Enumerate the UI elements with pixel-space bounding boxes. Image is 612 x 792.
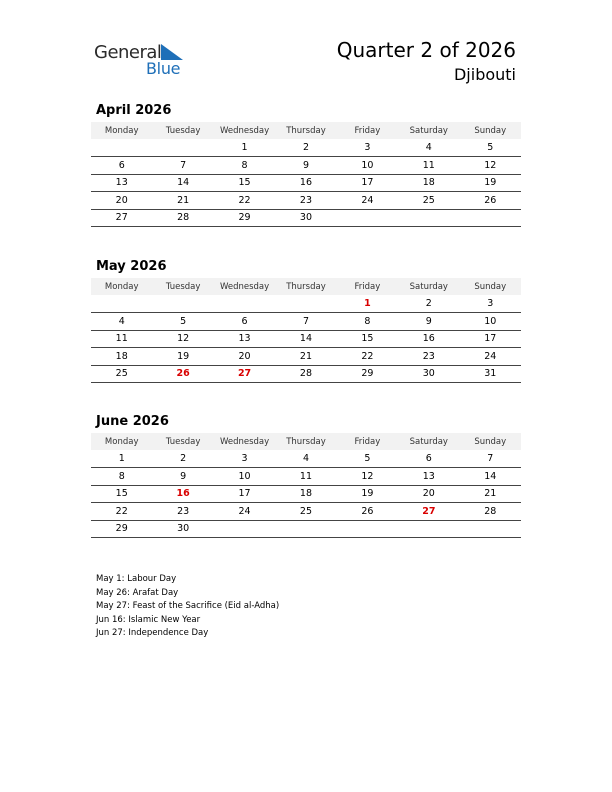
week-row [91,209,521,227]
month-calendar-june [91,413,521,538]
day-cell: 12 [152,330,213,348]
day-cell: 14 [152,174,213,192]
month-title: May 2026 [96,259,167,274]
day-cell: 15 [214,174,275,192]
week-row [91,157,521,175]
day-cell: 23 [152,503,213,521]
day-cell: 6 [214,313,275,331]
day-cell: 24 [214,503,275,521]
day-cell: 26 [152,365,213,383]
week-row [91,313,521,331]
day-cell: 17 [337,174,398,192]
week-row [91,192,521,210]
day-cell: 9 [398,313,459,331]
day-cell: 17 [460,330,521,348]
week-row [91,330,521,348]
logo-text-blue: Blue [146,59,181,78]
day-cell: 20 [91,192,152,210]
day-cell: 16 [152,485,213,503]
empty-day-cell [398,520,459,538]
day-cell: 30 [398,365,459,383]
empty-day-cell [152,139,213,157]
empty-day-cell [460,520,521,538]
day-cell: 11 [398,157,459,175]
logo-triangle-icon [161,44,183,60]
weekday-header: Sunday [460,122,521,139]
day-cell: 27 [398,503,459,521]
day-cell: 13 [91,174,152,192]
weekday-header: Tuesday [152,122,213,139]
day-cell: 28 [460,503,521,521]
day-cell: 7 [275,313,336,331]
day-cell: 7 [152,157,213,175]
day-cell: 21 [275,348,336,366]
weekday-header: Friday [337,122,398,139]
day-cell: 25 [398,192,459,210]
holiday-notes [96,573,279,641]
empty-day-cell [337,520,398,538]
day-cell: 29 [337,365,398,383]
weekday-header: Friday [337,278,398,295]
month-grid [91,433,521,538]
day-cell: 9 [275,157,336,175]
weekday-header: Sunday [460,433,521,450]
day-cell: 1 [337,295,398,313]
weekday-header: Saturday [398,433,459,450]
week-row [91,450,521,468]
day-cell: 22 [91,503,152,521]
day-cell: 4 [398,139,459,157]
empty-day-cell [91,139,152,157]
weekday-header: Wednesday [214,433,275,450]
weekday-header: Tuesday [152,278,213,295]
empty-day-cell [275,520,336,538]
week-row [91,520,521,538]
day-cell: 7 [460,450,521,468]
week-row [91,503,521,521]
holiday-note: Jun 27: Independence Day [96,628,209,638]
day-cell: 12 [337,468,398,486]
day-cell: 5 [337,450,398,468]
day-cell: 8 [337,313,398,331]
day-cell: 31 [460,365,521,383]
holiday-note: May 1: Labour Day [96,574,177,584]
empty-day-cell [91,295,152,313]
day-cell: 20 [214,348,275,366]
day-cell: 26 [337,503,398,521]
day-cell: 19 [337,485,398,503]
weekday-header: Monday [91,122,152,139]
month-title: April 2026 [96,103,172,118]
weekday-header: Sunday [460,278,521,295]
weekday-header: Monday [91,433,152,450]
day-cell: 28 [275,365,336,383]
empty-day-cell [337,209,398,227]
day-cell: 10 [214,468,275,486]
weekday-header: Saturday [398,278,459,295]
week-row [91,485,521,503]
day-cell: 6 [398,450,459,468]
day-cell: 8 [214,157,275,175]
day-cell: 2 [398,295,459,313]
day-cell: 22 [214,192,275,210]
day-cell: 14 [275,330,336,348]
week-row [91,139,521,157]
weekday-header: Wednesday [214,278,275,295]
weekday-header: Wednesday [214,122,275,139]
day-cell: 1 [214,139,275,157]
day-cell: 26 [460,192,521,210]
day-cell: 22 [337,348,398,366]
holiday-note: May 27: Feast of the Sacrifice (Eid al-Adha) [96,601,280,611]
generalblue-logo [94,40,194,80]
day-cell: 24 [460,348,521,366]
logo-text-general: General [94,42,162,63]
day-cell: 30 [275,209,336,227]
day-cell: 3 [460,295,521,313]
empty-day-cell [275,295,336,313]
day-cell: 19 [460,174,521,192]
day-cell: 11 [275,468,336,486]
day-cell: 17 [214,485,275,503]
day-cell: 21 [460,485,521,503]
day-cell: 1 [91,450,152,468]
day-cell: 5 [152,313,213,331]
holiday-note: May 26: Arafat Day [96,587,179,598]
day-cell: 9 [152,468,213,486]
day-cell: 11 [91,330,152,348]
holiday-note: Jun 16: Islamic New Year [96,614,201,625]
day-cell: 23 [398,348,459,366]
day-cell: 15 [337,330,398,348]
day-cell: 24 [337,192,398,210]
month-calendar-may [91,258,521,383]
day-cell: 2 [275,139,336,157]
day-cell: 27 [214,365,275,383]
month-grid [91,122,521,227]
empty-day-cell [398,209,459,227]
weekday-header: Saturday [398,122,459,139]
day-cell: 16 [275,174,336,192]
page-title: Quarter 2 of 2026 [336,38,516,62]
country-name: Djibouti [453,65,516,84]
day-cell: 10 [337,157,398,175]
day-cell: 10 [460,313,521,331]
day-cell: 4 [275,450,336,468]
weekday-header: Tuesday [152,433,213,450]
day-cell: 6 [91,157,152,175]
week-row [91,348,521,366]
week-row [91,174,521,192]
day-cell: 30 [152,520,213,538]
day-cell: 14 [460,468,521,486]
day-cell: 3 [337,139,398,157]
week-row [91,468,521,486]
day-cell: 21 [152,192,213,210]
day-cell: 15 [91,485,152,503]
day-cell: 12 [460,157,521,175]
month-title: June 2026 [96,414,169,429]
day-cell: 20 [398,485,459,503]
month-grid [91,278,521,383]
day-cell: 27 [91,209,152,227]
day-cell: 5 [460,139,521,157]
day-cell: 13 [214,330,275,348]
empty-day-cell [152,295,213,313]
day-cell: 4 [91,313,152,331]
empty-day-cell [460,209,521,227]
weekday-header: Thursday [275,122,336,139]
day-cell: 8 [91,468,152,486]
day-cell: 25 [91,365,152,383]
weekday-header: Monday [91,278,152,295]
day-cell: 3 [214,450,275,468]
day-cell: 19 [152,348,213,366]
day-cell: 18 [91,348,152,366]
day-cell: 25 [275,503,336,521]
day-cell: 23 [275,192,336,210]
day-cell: 16 [398,330,459,348]
day-cell: 29 [91,520,152,538]
empty-day-cell [214,295,275,313]
day-cell: 2 [152,450,213,468]
week-row [91,365,521,383]
weekday-header: Friday [337,433,398,450]
day-cell: 18 [398,174,459,192]
month-calendar-april [91,102,521,227]
week-row [91,295,521,313]
weekday-header: Thursday [275,278,336,295]
day-cell: 13 [398,468,459,486]
day-cell: 18 [275,485,336,503]
weekday-header: Thursday [275,433,336,450]
day-cell: 29 [214,209,275,227]
empty-day-cell [214,520,275,538]
day-cell: 28 [152,209,213,227]
